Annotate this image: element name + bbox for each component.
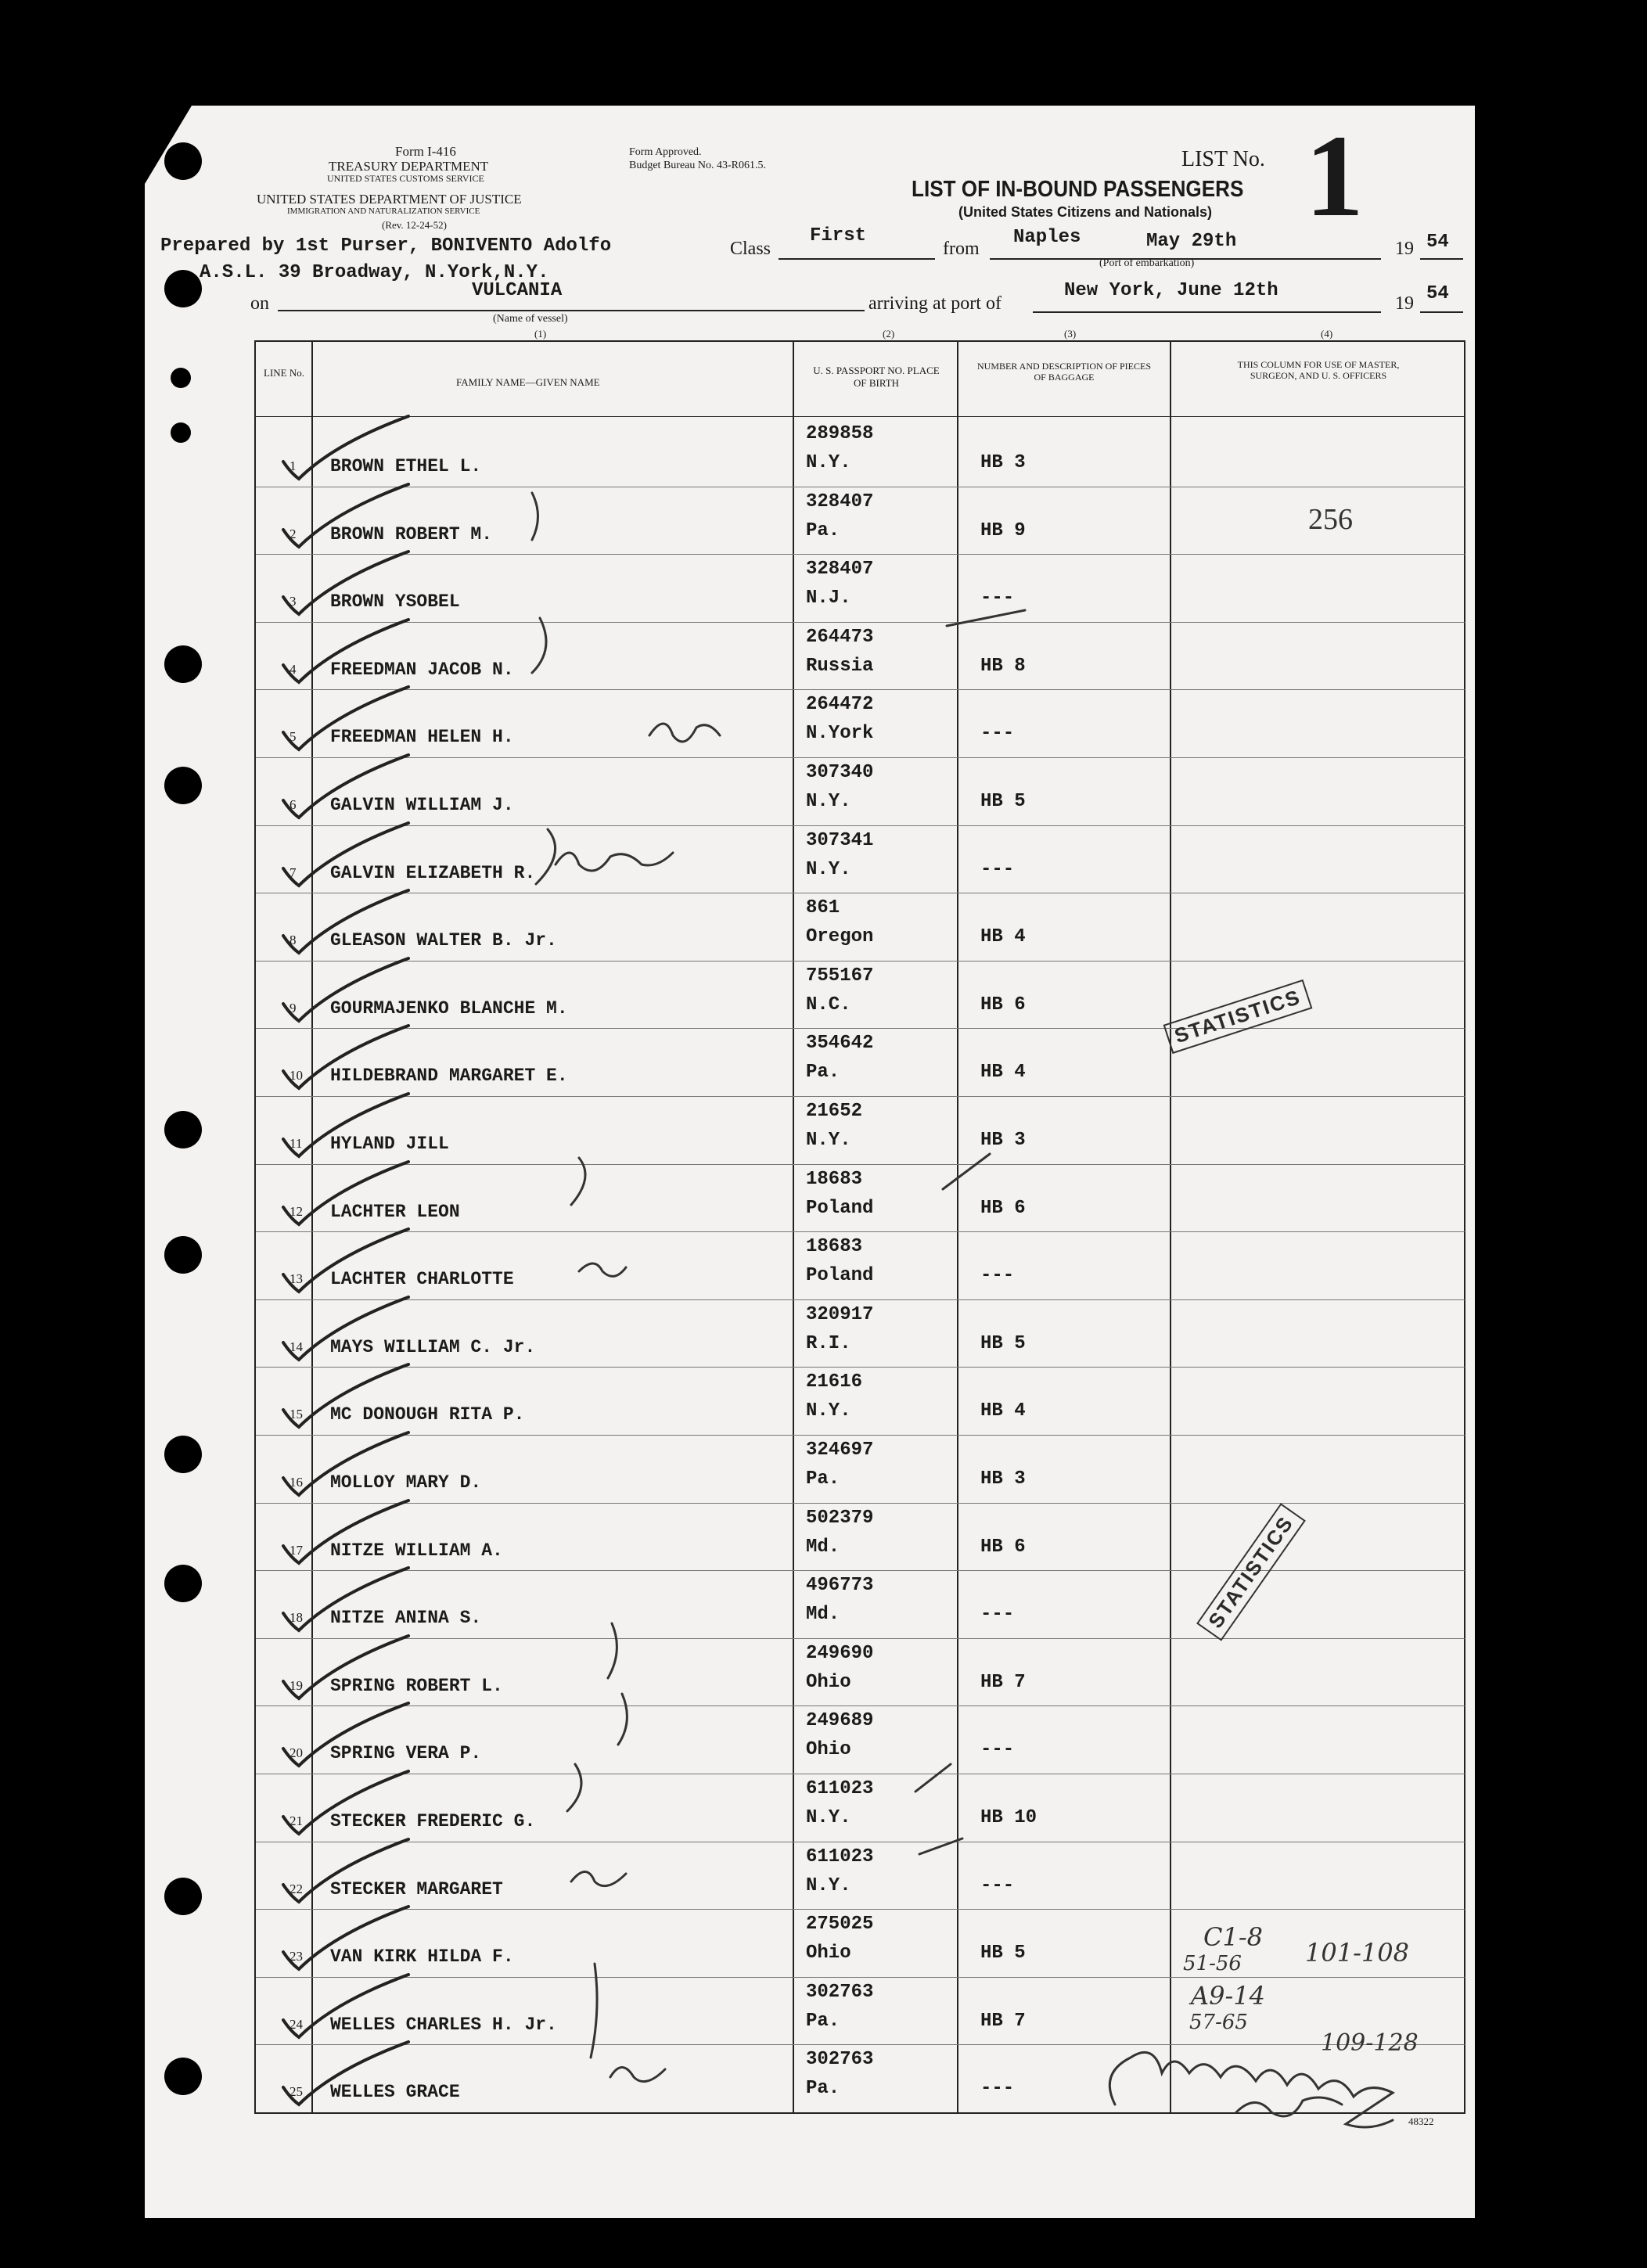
passenger-name: GLEASON WALTER B. Jr. [330, 930, 557, 951]
baggage: HB 3 [980, 1468, 1026, 1490]
vessel-note: (Name of vessel) [493, 313, 568, 325]
passenger-name: NITZE WILLIAM A. [330, 1540, 503, 1561]
row-line-number: 15 [289, 1407, 303, 1422]
row-line-number: 6 [289, 797, 297, 812]
passport-number: 302763 [806, 1982, 874, 2003]
baggage: --- [980, 1739, 1015, 1760]
baggage: HB 7 [980, 2011, 1026, 2032]
row-line-number: 4 [289, 662, 297, 677]
place-of-birth: N.Y. [806, 859, 851, 880]
row-line-number: 17 [289, 1543, 303, 1558]
form-title: LIST OF IN-BOUND PASSENGERS [912, 177, 1244, 202]
baggage: HB 10 [980, 1807, 1037, 1828]
list-number: 1 [1305, 111, 1364, 241]
passport-number: 502379 [806, 1508, 874, 1529]
passenger-name: SPRING ROBERT L. [330, 1676, 503, 1696]
baggage: HB 6 [980, 994, 1026, 1015]
passport-number: 328407 [806, 491, 874, 512]
passport-number: 755167 [806, 965, 874, 987]
passenger-name: STECKER MARGARET [330, 1879, 503, 1900]
row-line-number: 8 [289, 933, 297, 947]
place-of-birth: Md. [806, 1604, 840, 1625]
handwritten-note: 109-128 [1321, 2029, 1419, 2057]
row-line-number: 23 [289, 1949, 303, 1964]
passport-number: 249689 [806, 1710, 874, 1731]
place-of-birth: Poland [806, 1198, 874, 1219]
passport-number: 354642 [806, 1033, 874, 1054]
officer-note-256: 256 [1308, 503, 1353, 536]
baggage: --- [980, 723, 1015, 744]
passport-number: 861 [806, 897, 840, 918]
place-of-birth: Ohio [806, 1739, 851, 1760]
year-prefix-to: 19 [1395, 293, 1414, 314]
passenger-name: STECKER FREDERIC G. [330, 1811, 536, 1831]
year-from: 54 [1426, 232, 1449, 253]
passport-number: 302763 [806, 2049, 874, 2070]
baggage: --- [980, 1265, 1015, 1286]
form-subtitle: (United States Citizens and Nationals) [958, 204, 1213, 220]
form-approved: Form Approved. [629, 146, 702, 158]
passport-number: 307341 [806, 830, 874, 851]
row-line-number: 12 [289, 1204, 303, 1219]
budget-bureau: Budget Bureau No. 43-R061.5. [629, 160, 766, 171]
passport-number: 21616 [806, 1371, 863, 1393]
port-note: (Port of embarkation) [1099, 257, 1195, 269]
place-of-birth: Pa. [806, 1468, 840, 1490]
place-of-birth: Russia [806, 656, 874, 677]
vessel-name: VULCANIA [472, 280, 563, 301]
passenger-name: MC DONOUGH RITA P. [330, 1404, 525, 1425]
statistics-stamp: STATISTICS [1163, 979, 1313, 1054]
place-of-birth: Ohio [806, 1943, 851, 1964]
treasury-dept: TREASURY DEPARTMENT [329, 159, 489, 174]
baggage: --- [980, 588, 1015, 609]
baggage: HB 4 [980, 926, 1026, 947]
passenger-name: LACHTER CHARLOTTE [330, 1269, 514, 1289]
baggage: --- [980, 859, 1015, 880]
year-prefix-from: 19 [1395, 239, 1414, 259]
place-of-birth: Md. [806, 1537, 840, 1558]
passport-number: 249690 [806, 1643, 874, 1664]
row-line-number: 10 [289, 1068, 303, 1083]
row-line-number: 22 [289, 1882, 303, 1896]
form-number: Form I-416 [395, 144, 456, 159]
prepared-by-line-2: A.S.L. 39 Broadway, N.York,N.Y. [200, 262, 549, 283]
statistics-stamp: STATISTICS [1196, 1503, 1306, 1641]
place-of-birth: N.Y. [806, 1807, 851, 1828]
header-line-no: LINE No. [264, 367, 304, 379]
header-baggage: NUMBER AND DESCRIPTION OF PIECES OF BAGGAGE [976, 361, 1152, 383]
row-line-number: 5 [289, 729, 297, 744]
row-line-number: 11 [289, 1136, 303, 1151]
place-of-birth: Pa. [806, 1062, 840, 1083]
passenger-name: LACHTER LEON [330, 1202, 460, 1222]
passport-number: 611023 [806, 1846, 874, 1867]
row-line-number: 2 [289, 527, 297, 541]
row-line-number: 18 [289, 1610, 303, 1625]
passport-number: 289858 [806, 423, 874, 444]
place-of-birth: Pa. [806, 2078, 840, 2099]
place-of-birth: Poland [806, 1265, 874, 1286]
row-line-number: 16 [289, 1475, 303, 1490]
handwritten-note: A9-14 [1191, 1981, 1265, 2011]
row-line-number: 24 [289, 2017, 303, 2032]
embarkation-date: May 29th [1146, 231, 1237, 252]
col-4-note: (4) [1321, 328, 1333, 340]
passenger-name: MOLLOY MARY D. [330, 1472, 482, 1493]
passport-number: 264472 [806, 694, 874, 715]
place-of-birth: R.I. [806, 1333, 851, 1354]
passport-number: 320917 [806, 1304, 874, 1325]
row-line-number: 7 [289, 865, 297, 880]
handwritten-note: 57-65 [1189, 2011, 1248, 2034]
ins-label: IMMIGRATION AND NATURALIZATION SERVICE [287, 207, 480, 216]
passport-number: 307340 [806, 762, 874, 783]
col-3-note: (3) [1064, 328, 1077, 340]
list-no-label: LIST No. [1181, 147, 1265, 171]
baggage: HB 5 [980, 1333, 1026, 1354]
doj-label: UNITED STATES DEPARTMENT OF JUSTICE [257, 192, 522, 207]
baggage: HB 5 [980, 791, 1026, 812]
place-of-birth: N.C. [806, 994, 851, 1015]
handwritten-note: 101-108 [1305, 1938, 1409, 1968]
baggage: --- [980, 2078, 1015, 2099]
row-line-number: 19 [289, 1678, 303, 1693]
prepared-by-line-1: Prepared by 1st Purser, BONIVENTO Adolfo [160, 235, 612, 257]
baggage: HB 3 [980, 1130, 1026, 1151]
passport-number: 324697 [806, 1440, 874, 1461]
passport-number: 496773 [806, 1575, 874, 1596]
passenger-name: BROWN ETHEL L. [330, 456, 482, 476]
year-to: 54 [1426, 283, 1449, 304]
place-of-birth: Pa. [806, 2011, 840, 2032]
baggage: HB 6 [980, 1198, 1026, 1219]
footer-code: 48322 [1408, 2115, 1434, 2127]
passenger-name: VAN KIRK HILDA F. [330, 1946, 514, 1967]
row-line-number: 25 [289, 2084, 303, 2099]
row-line-number: 14 [289, 1339, 303, 1354]
class-label: Class [730, 239, 771, 259]
row-line-number: 9 [289, 1001, 297, 1015]
passenger-name: SPRING VERA P. [330, 1743, 482, 1763]
row-line-number: 20 [289, 1745, 303, 1760]
passenger-name: BROWN ROBERT M. [330, 524, 493, 545]
place-of-birth: Oregon [806, 926, 874, 947]
passenger-name: WELLES CHARLES H. Jr. [330, 2015, 557, 2035]
embarkation-port: Naples [1013, 227, 1081, 248]
place-of-birth: Pa. [806, 520, 840, 541]
passport-number: 18683 [806, 1236, 863, 1257]
place-of-birth: N.Y. [806, 1130, 851, 1151]
place-of-birth: N.York [806, 723, 874, 744]
baggage: HB 6 [980, 1537, 1026, 1558]
baggage: HB 9 [980, 520, 1026, 541]
header-officers: THIS COLUMN FOR USE OF MASTER, SURGEON, AND U. S. OFFICERS [1237, 359, 1400, 381]
col-2-note: (2) [883, 328, 895, 340]
place-of-birth: N.Y. [806, 1875, 851, 1896]
passport-number: 328407 [806, 559, 874, 580]
header-passport: U. S. PASSPORT NO. PLACE OF BIRTH [813, 365, 940, 389]
place-of-birth: N.Y. [806, 791, 851, 812]
passenger-name: HYLAND JILL [330, 1134, 449, 1154]
customs-service: UNITED STATES CUSTOMS SERVICE [327, 173, 484, 184]
passenger-name: GOURMAJENKO BLANCHE M. [330, 998, 568, 1019]
passenger-name: MAYS WILLIAM C. Jr. [330, 1337, 536, 1357]
passenger-name: FREEDMAN HELEN H. [330, 727, 514, 747]
baggage: HB 7 [980, 1672, 1026, 1693]
baggage: --- [980, 1875, 1015, 1896]
row-line-number: 21 [289, 1813, 303, 1828]
handwritten-note: 51-56 [1183, 1952, 1242, 1975]
place-of-birth: Ohio [806, 1672, 851, 1693]
from-label: from [943, 239, 980, 259]
passenger-name: BROWN YSOBEL [330, 591, 460, 612]
baggage: HB 8 [980, 656, 1026, 677]
place-of-birth: N.Y. [806, 1400, 851, 1422]
arriving-label: arriving at port of [868, 293, 1002, 314]
baggage: --- [980, 1604, 1015, 1625]
arrival-port-date: New York, June 12th [1064, 280, 1278, 301]
row-line-number: 13 [289, 1271, 303, 1286]
baggage: HB 4 [980, 1400, 1026, 1422]
place-of-birth: N.Y. [806, 452, 851, 473]
passport-number: 18683 [806, 1169, 863, 1190]
baggage: HB 3 [980, 452, 1026, 473]
passenger-name: HILDEBRAND MARGARET E. [330, 1066, 568, 1086]
passenger-name: FREEDMAN JACOB N. [330, 660, 514, 680]
col-1-note: (1) [534, 328, 547, 340]
passenger-name: WELLES GRACE [330, 2082, 460, 2102]
row-line-number: 3 [289, 594, 297, 609]
row-line-number: 1 [289, 458, 297, 473]
passport-number: 264473 [806, 627, 874, 648]
passport-number: 21652 [806, 1101, 863, 1122]
handwritten-note: C1-8 [1203, 1922, 1264, 1952]
passport-number: 275025 [806, 1914, 874, 1935]
place-of-birth: N.J. [806, 588, 851, 609]
on-label: on [250, 293, 269, 314]
passport-number: 611023 [806, 1778, 874, 1799]
rev-date: (Rev. 12-24-52) [382, 219, 447, 231]
class-value: First [810, 225, 867, 246]
baggage: HB 4 [980, 1062, 1026, 1083]
baggage: HB 5 [980, 1943, 1026, 1964]
passenger-name: GALVIN WILLIAM J. [330, 795, 514, 815]
passenger-name: GALVIN ELIZABETH R. [330, 863, 536, 883]
header-name: FAMILY NAME—GIVEN NAME [456, 376, 600, 388]
passenger-name: NITZE ANINA S. [330, 1608, 482, 1628]
